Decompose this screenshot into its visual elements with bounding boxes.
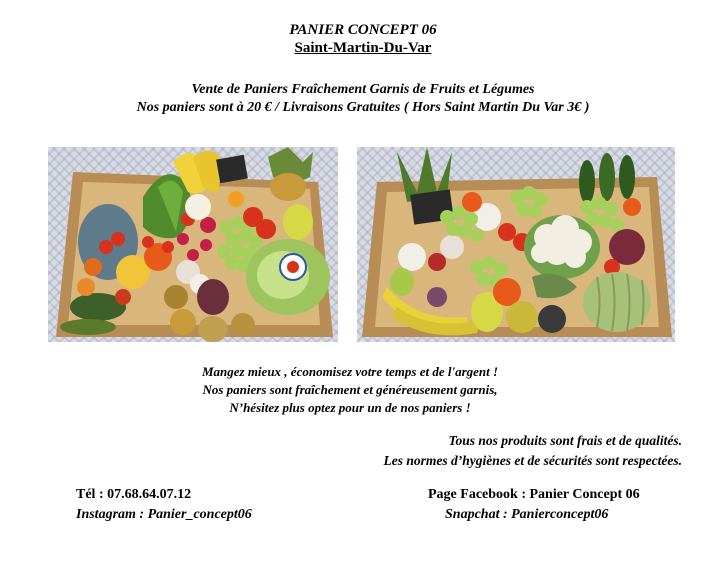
instagram-handle: Instagram : Panier_concept06	[76, 507, 252, 522]
pitch-line-2: Nos paniers sont fraîchement et généreusement garnis,	[202, 382, 498, 397]
phone-number: Tél : 07.68.64.07.12	[76, 487, 192, 502]
intro-line-1: Vente de Paniers Fraîchement Garnis de Fruits et Légumes	[191, 82, 535, 97]
quality-line-2: Les normes d’hygiènes et de sécurités sont respectées.	[383, 453, 682, 468]
basket-photo-right	[357, 147, 675, 342]
snapchat-handle: Snapchat : Panierconcept06	[445, 507, 609, 522]
facebook-page: Page Facebook : Panier Concept 06	[428, 487, 640, 502]
basket-photo-left	[48, 147, 338, 342]
quality-line-1: Tous nos produits sont frais et de qualités.	[448, 433, 682, 448]
page-title: PANIER CONCEPT 06	[289, 22, 437, 38]
intro-line-2: Nos paniers sont à 20 € / Livraisons Gratuites ( Hors Saint Martin Du Var 3€ )	[136, 100, 590, 115]
basket-illustration-right	[357, 147, 675, 342]
basket-illustration-left	[48, 147, 338, 342]
page-subtitle: Saint-Martin-Du-Var	[294, 40, 432, 56]
pitch-line-3: N’hésitez plus optez pour un de nos paniers !	[229, 400, 471, 415]
pitch-line-1: Mangez mieux , économisez votre temps et de l'argent !	[201, 364, 499, 379]
